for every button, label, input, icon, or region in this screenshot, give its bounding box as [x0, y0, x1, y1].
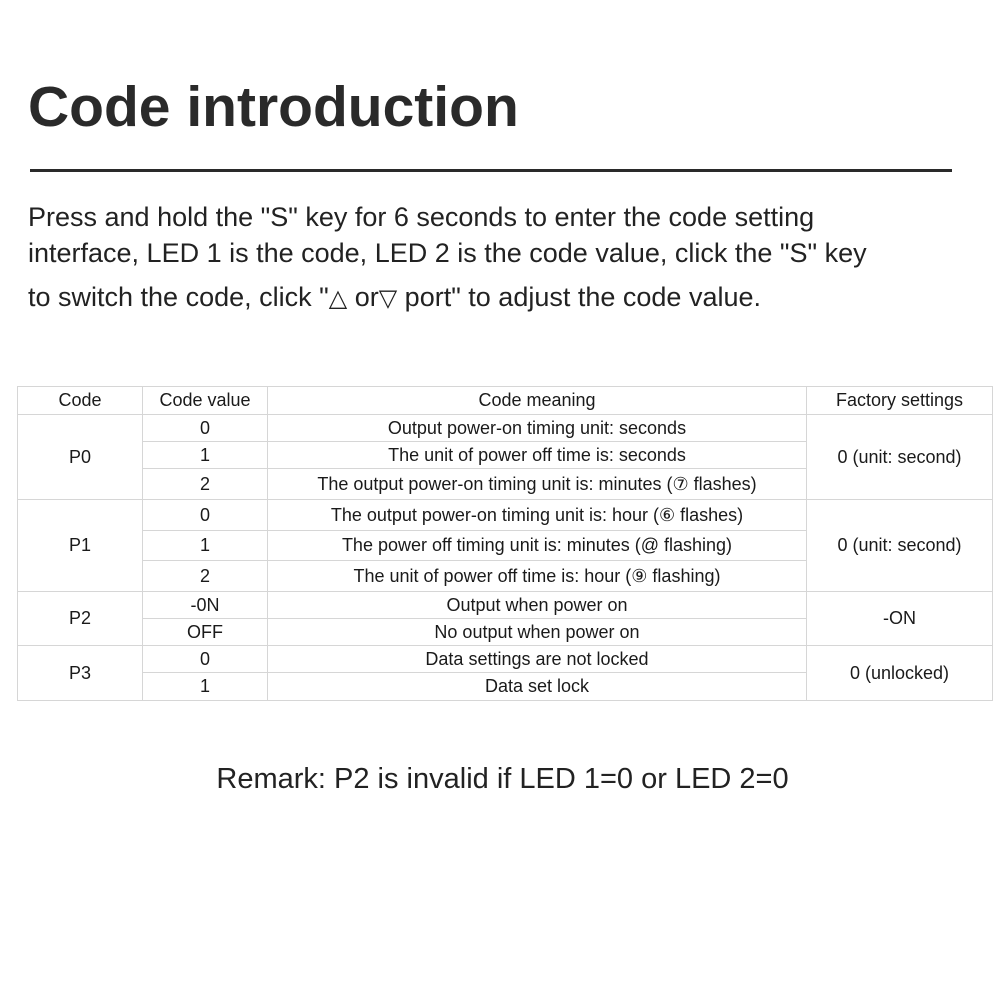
code-meaning-cell: Output when power on	[268, 592, 807, 619]
intro-line-3-suffix: port" to adjust the code value.	[397, 282, 761, 312]
code-meaning-cell: The power off timing unit is: minutes (@ flashing)	[268, 531, 807, 561]
code-cell: P0	[18, 415, 143, 500]
code-meaning-cell: Data set lock	[268, 673, 807, 701]
code-meaning-cell: No output when power on	[268, 619, 807, 646]
factory-setting-cell: 0 (unlocked)	[807, 646, 993, 701]
title-divider	[30, 169, 952, 172]
factory-setting-cell: 0 (unit: second)	[807, 415, 993, 500]
code-cell: P1	[18, 500, 143, 592]
header-code: Code	[18, 387, 143, 415]
code-cell: P3	[18, 646, 143, 701]
intro-line-3	[28, 284, 978, 320]
code-meaning-cell: Data settings are not locked	[268, 646, 807, 673]
header-code-value: Code value	[143, 387, 268, 415]
intro-paragraph	[28, 204, 978, 320]
down-triangle-icon: ▽	[378, 285, 398, 312]
remark-note: Remark: P2 is invalid if LED 1=0 or LED 2=0	[216, 763, 789, 795]
code-meaning-cell: Output power-on timing unit: seconds	[268, 415, 807, 442]
table-row	[18, 646, 993, 673]
table-row	[18, 500, 993, 531]
code-value-cell: 2	[143, 469, 268, 500]
intro-line-2: interface, LED 1 is the code, LED 2 is the code value, click the "S" key	[28, 238, 867, 268]
code-value-cell: 1	[143, 531, 268, 561]
code-value-cell: 1	[143, 673, 268, 701]
page-title: Code introduction	[28, 75, 519, 139]
code-meaning-cell: The unit of power off time is: seconds	[268, 442, 807, 469]
code-meaning-cell: The unit of power off time is: hour (⑨ flashing)	[268, 561, 807, 592]
code-value-cell: OFF	[143, 619, 268, 646]
code-value-cell: 0	[143, 646, 268, 673]
header-factory-settings: Factory settings	[807, 387, 993, 415]
intro-line-3-prefix: to switch the code, click "	[28, 282, 329, 312]
table-row	[18, 415, 993, 442]
code-value-cell: -0N	[143, 592, 268, 619]
code-table	[17, 386, 993, 701]
code-value-cell: 1	[143, 442, 268, 469]
intro-line-1: Press and hold the "S" key for 6 seconds to enter the code setting	[28, 202, 815, 232]
code-value-cell: 2	[143, 561, 268, 592]
factory-setting-cell: 0 (unit: second)	[807, 500, 993, 592]
code-value-cell: 0	[143, 500, 268, 531]
code-cell: P2	[18, 592, 143, 646]
table-header-row	[18, 387, 993, 415]
table-row	[18, 592, 993, 619]
code-meaning-cell: The output power-on timing unit is: minutes (⑦ flashes)	[268, 469, 807, 500]
factory-setting-cell: -ON	[807, 592, 993, 646]
code-value-cell: 0	[143, 415, 268, 442]
up-triangle-icon: △	[328, 285, 348, 312]
intro-line-3-or: or	[347, 282, 379, 312]
code-meaning-cell: The output power-on timing unit is: hour (⑥ flashes)	[268, 500, 807, 531]
header-code-meaning: Code meaning	[268, 387, 807, 415]
